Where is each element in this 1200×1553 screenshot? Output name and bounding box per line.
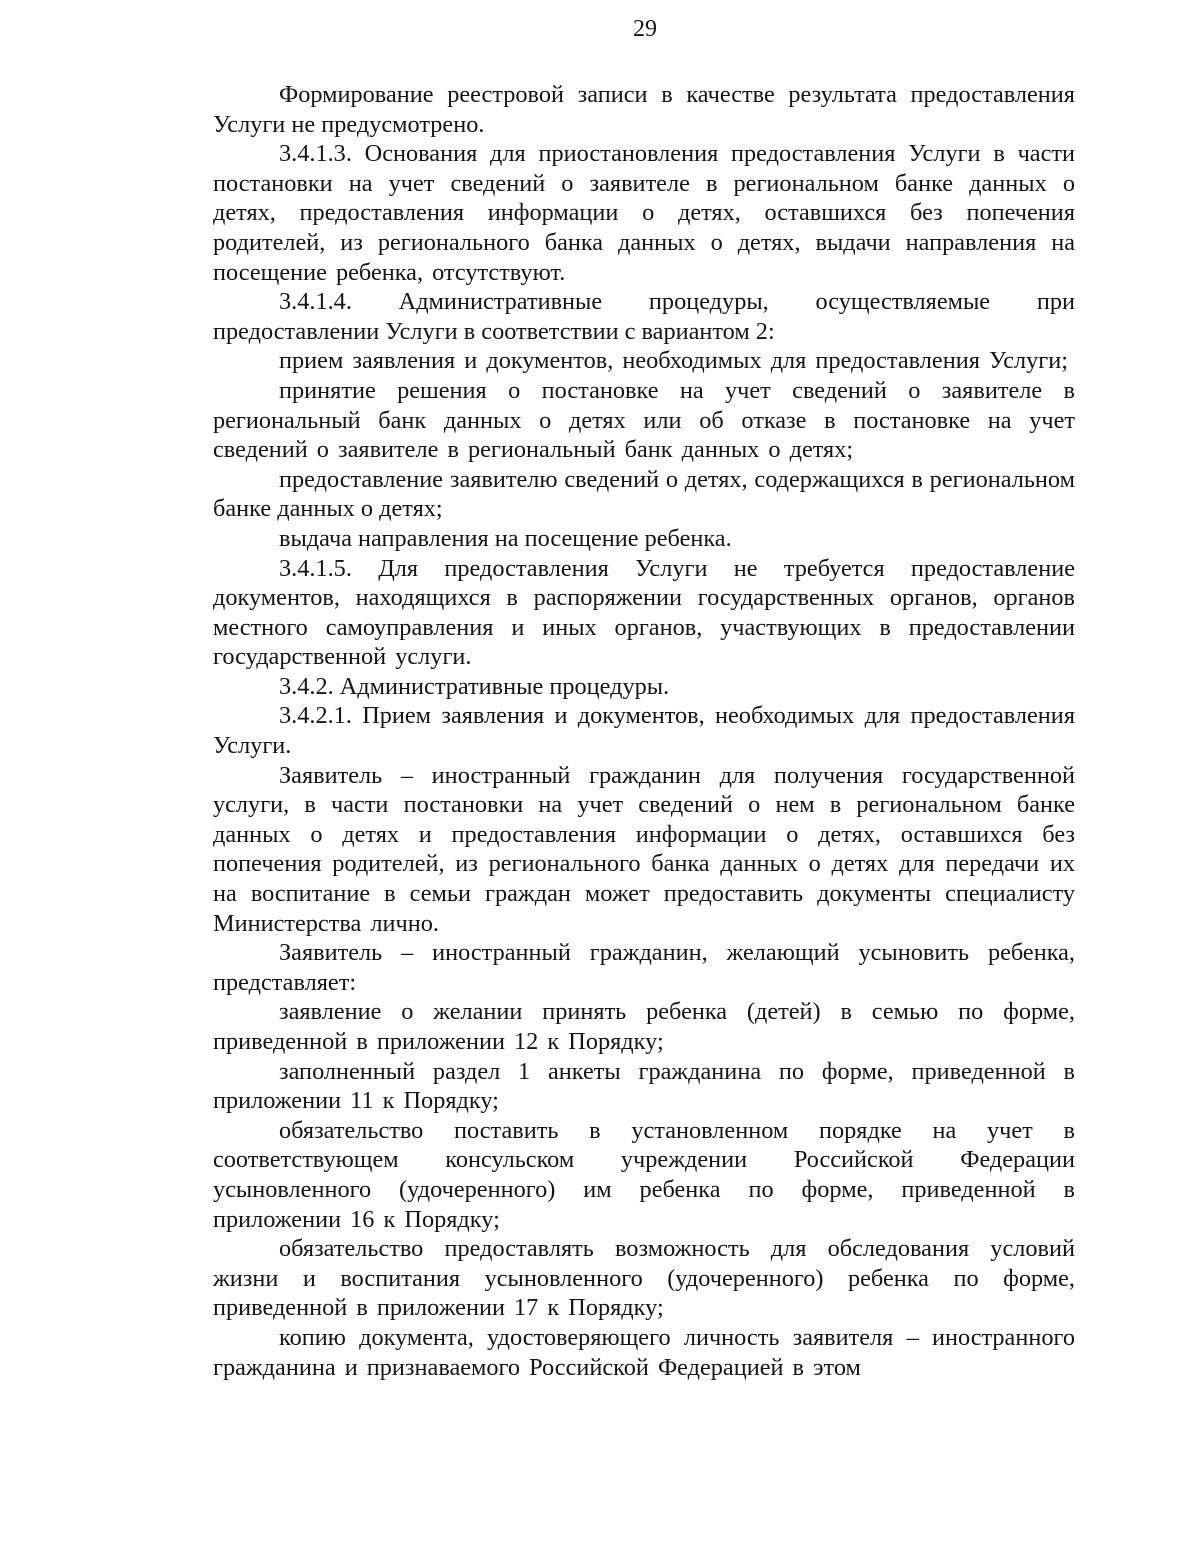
paragraph-3-4-1-5: 3.4.1.5. Для предоставления Услуги не требуется предоставление документов, находящихся в распоряжении государственных органов, органов местного самоуправления и иных органов, участвующих в предоставлении государственной услуги. [213, 554, 1075, 671]
heading-3-4-2: 3.4.2. Административные процедуры. [279, 672, 670, 700]
page-number: 29 [633, 16, 657, 42]
list-item-consular-obligation: обязательство поставить в установленном порядке на учет в соответствующем консульском учреждении Российской Федерации усыновленного (удочеренного) им ребенка по форме, приведенной в приложении 16 к Порядку; [213, 1116, 1075, 1233]
paragraph-registry-record: Формирование реестровой записи в качестве результата предоставления Услуги не предусмотрено. [213, 81, 1075, 138]
list-item-application-form: заявление о желании принять ребенка (детей) в семью по форме, приведенной в приложении 12 к Порядку; [213, 998, 1075, 1055]
paragraph-3-4-2-1: 3.4.2.1. Прием заявления и документов, необходимых для предоставления Услуги. [213, 702, 1075, 760]
list-item-registration-decision: принятие решения о постановке на учет сведений о заявителе в региональный банк данных о детях или об отказе в постановке на учет сведений о заявителе в региональный банк данных о детях; [213, 376, 1075, 464]
list-item-providing-information: предоставление заявителю сведений о детях, содержащихся в региональном банке данных о детях; [213, 465, 1075, 523]
paragraph-applicant-adoption: Заявитель – иностранный гражданин, желающий усыновить ребенка, представляет: [213, 939, 1075, 996]
list-item-inspection-obligation: обязательство предоставлять возможность для обследования условий жизни и воспитания усыновленного (удочеренного) ребенка по форме, приведенной в приложении 17 к Порядку; [213, 1235, 1075, 1322]
paragraph-3-4-1-4: 3.4.1.4. Административные процедуры, осуществляемые при предоставлении Услуги в соответствии с вариантом 2: [213, 288, 1075, 345]
document-body [213, 80, 1075, 1382]
paragraph-applicant-foreign-citizen: Заявитель – иностранный гражданин для получения государственной услуги, в части постановки на учет сведений о нем в региональном банке данных о детях и предоставления информации о детях, оставшихся без попечения родителей, из регионального банка данных о детях для передачи их на воспитание в семьи граждан может предоставить документы специалисту Министерства лично. [213, 761, 1075, 937]
list-item-identity-document: копию документа, удостоверяющего личность заявителя – иностранного гражданина и признаваемого Российской Федерацией в этом [213, 1323, 1075, 1381]
list-item-questionnaire: заполненный раздел 1 анкеты гражданина по форме, приведенной в приложении 11 к Порядку; [213, 1057, 1075, 1115]
paragraph-3-4-1-3: 3.4.1.3. Основания для приостановления предоставления Услуги в части постановки на учет сведений о заявителе в региональном банке данных о детях, предоставления информации о детях, оставшихся без попечения родителей, из регионального банка данных о детях, выдачи направления на посещение ребенка, отсутствуют. [213, 140, 1075, 286]
list-item-application-intake: прием заявления и документов, необходимых для предоставления Услуги; [279, 347, 1069, 375]
list-item-visit-referral: выдача направления на посещение ребенка. [279, 524, 732, 552]
